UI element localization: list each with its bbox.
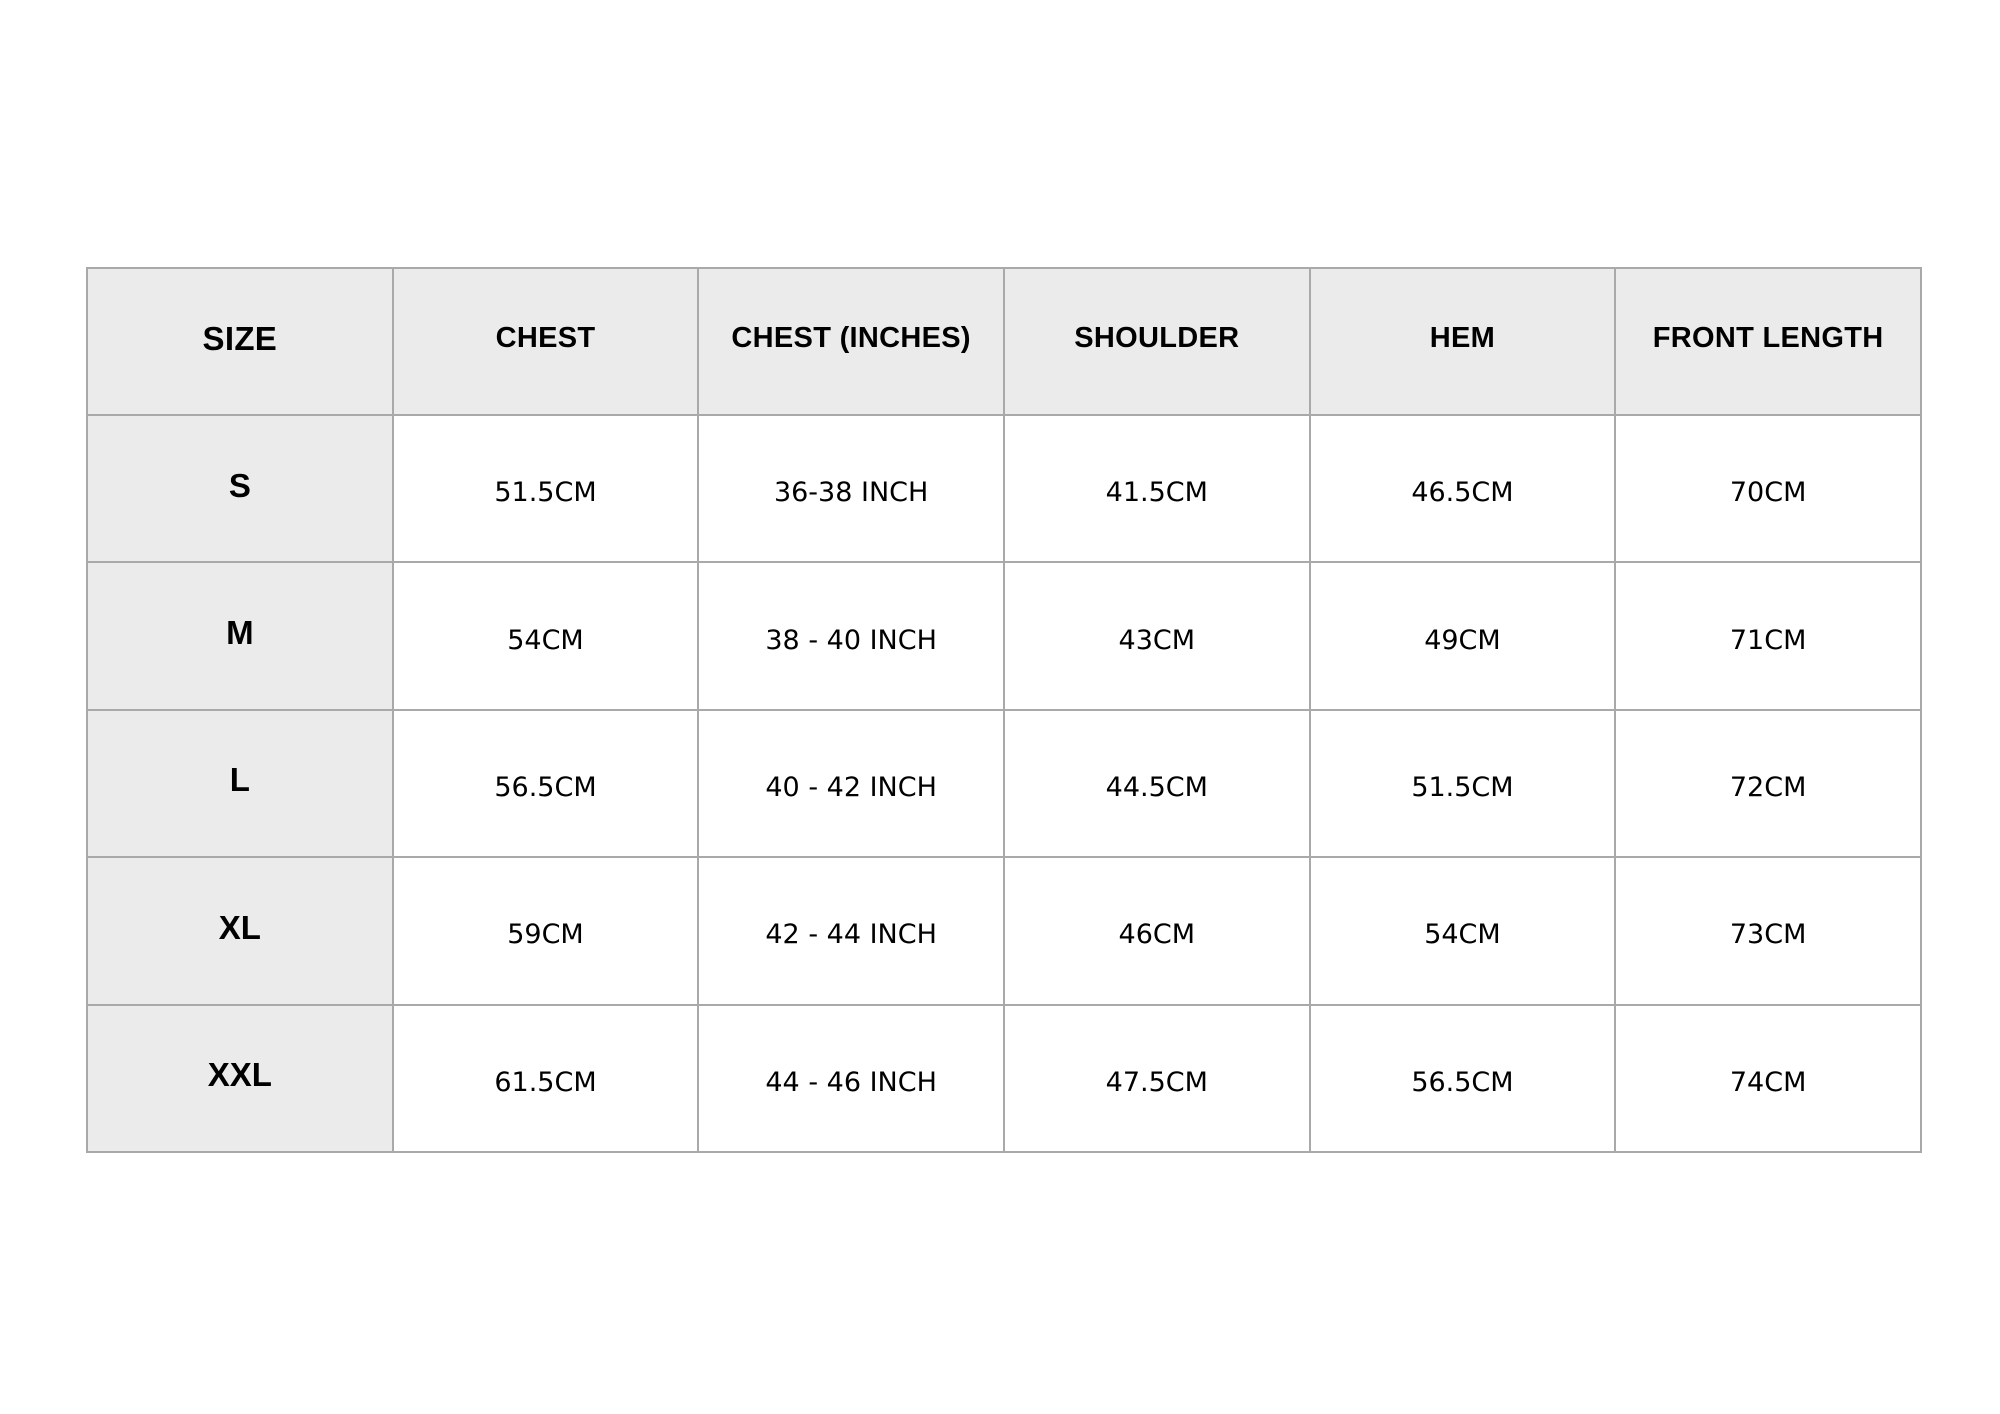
size-cell — [87, 1005, 393, 1152]
chest-cell: 61.5CM — [393, 1005, 699, 1152]
size-chart-table — [86, 267, 1922, 1153]
chest-inches-cell: 36-38 INCH — [698, 415, 1004, 562]
header-size — [87, 268, 393, 415]
table-row-m — [87, 562, 1921, 709]
table-row-s — [87, 415, 1921, 562]
size-label: M — [226, 614, 254, 652]
header-shoulder — [1004, 268, 1310, 415]
hem-cell: 49CM — [1310, 562, 1616, 709]
size-cell — [87, 710, 393, 857]
header-hem — [1310, 268, 1616, 415]
header-row — [87, 268, 1921, 415]
header-chest-label: CHEST — [495, 322, 596, 354]
front-length-cell: 70CM — [1615, 415, 1921, 562]
header-front-length — [1615, 268, 1921, 415]
header-chest — [393, 268, 699, 415]
chest-cell: 56.5CM — [393, 710, 699, 857]
chest-cell: 51.5CM — [393, 415, 699, 562]
header-hem-label: HEM — [1429, 322, 1496, 354]
header-shoulder-label: SHOULDER — [1074, 322, 1240, 354]
header-chest-inches — [698, 268, 1004, 415]
shoulder-cell: 47.5CM — [1004, 1005, 1310, 1152]
shoulder-cell: 46CM — [1004, 857, 1310, 1004]
shoulder-cell: 41.5CM — [1004, 415, 1310, 562]
size-cell — [87, 857, 393, 1004]
size-label: XXL — [207, 1056, 272, 1094]
header-front-length-label: FRONT LENGTH — [1652, 322, 1884, 354]
chest-cell: 54CM — [393, 562, 699, 709]
front-length-cell: 72CM — [1615, 710, 1921, 857]
chest-cell: 59CM — [393, 857, 699, 1004]
chest-inches-cell: 40 - 42 INCH — [698, 710, 1004, 857]
table-row-xxl — [87, 1005, 1921, 1152]
hem-cell: 46.5CM — [1310, 415, 1616, 562]
chest-inches-cell: 42 - 44 INCH — [698, 857, 1004, 1004]
hem-cell: 54CM — [1310, 857, 1616, 1004]
size-label: L — [229, 761, 250, 799]
table-row-l — [87, 710, 1921, 857]
hem-cell: 56.5CM — [1310, 1005, 1616, 1152]
front-length-cell: 74CM — [1615, 1005, 1921, 1152]
front-length-cell: 71CM — [1615, 562, 1921, 709]
size-label: S — [228, 466, 251, 504]
size-cell — [87, 562, 393, 709]
size-label: XL — [218, 908, 261, 946]
hem-cell: 51.5CM — [1310, 710, 1616, 857]
header-chest-inches-label: CHEST (INCHES) — [731, 322, 971, 354]
front-length-cell: 73CM — [1615, 857, 1921, 1004]
chest-inches-cell: 44 - 46 INCH — [698, 1005, 1004, 1152]
shoulder-cell: 43CM — [1004, 562, 1310, 709]
size-cell — [87, 415, 393, 562]
table-row-xl — [87, 857, 1921, 1004]
shoulder-cell: 44.5CM — [1004, 710, 1310, 857]
header-size-label: SIZE — [202, 319, 278, 357]
chest-inches-cell: 38 - 40 INCH — [698, 562, 1004, 709]
